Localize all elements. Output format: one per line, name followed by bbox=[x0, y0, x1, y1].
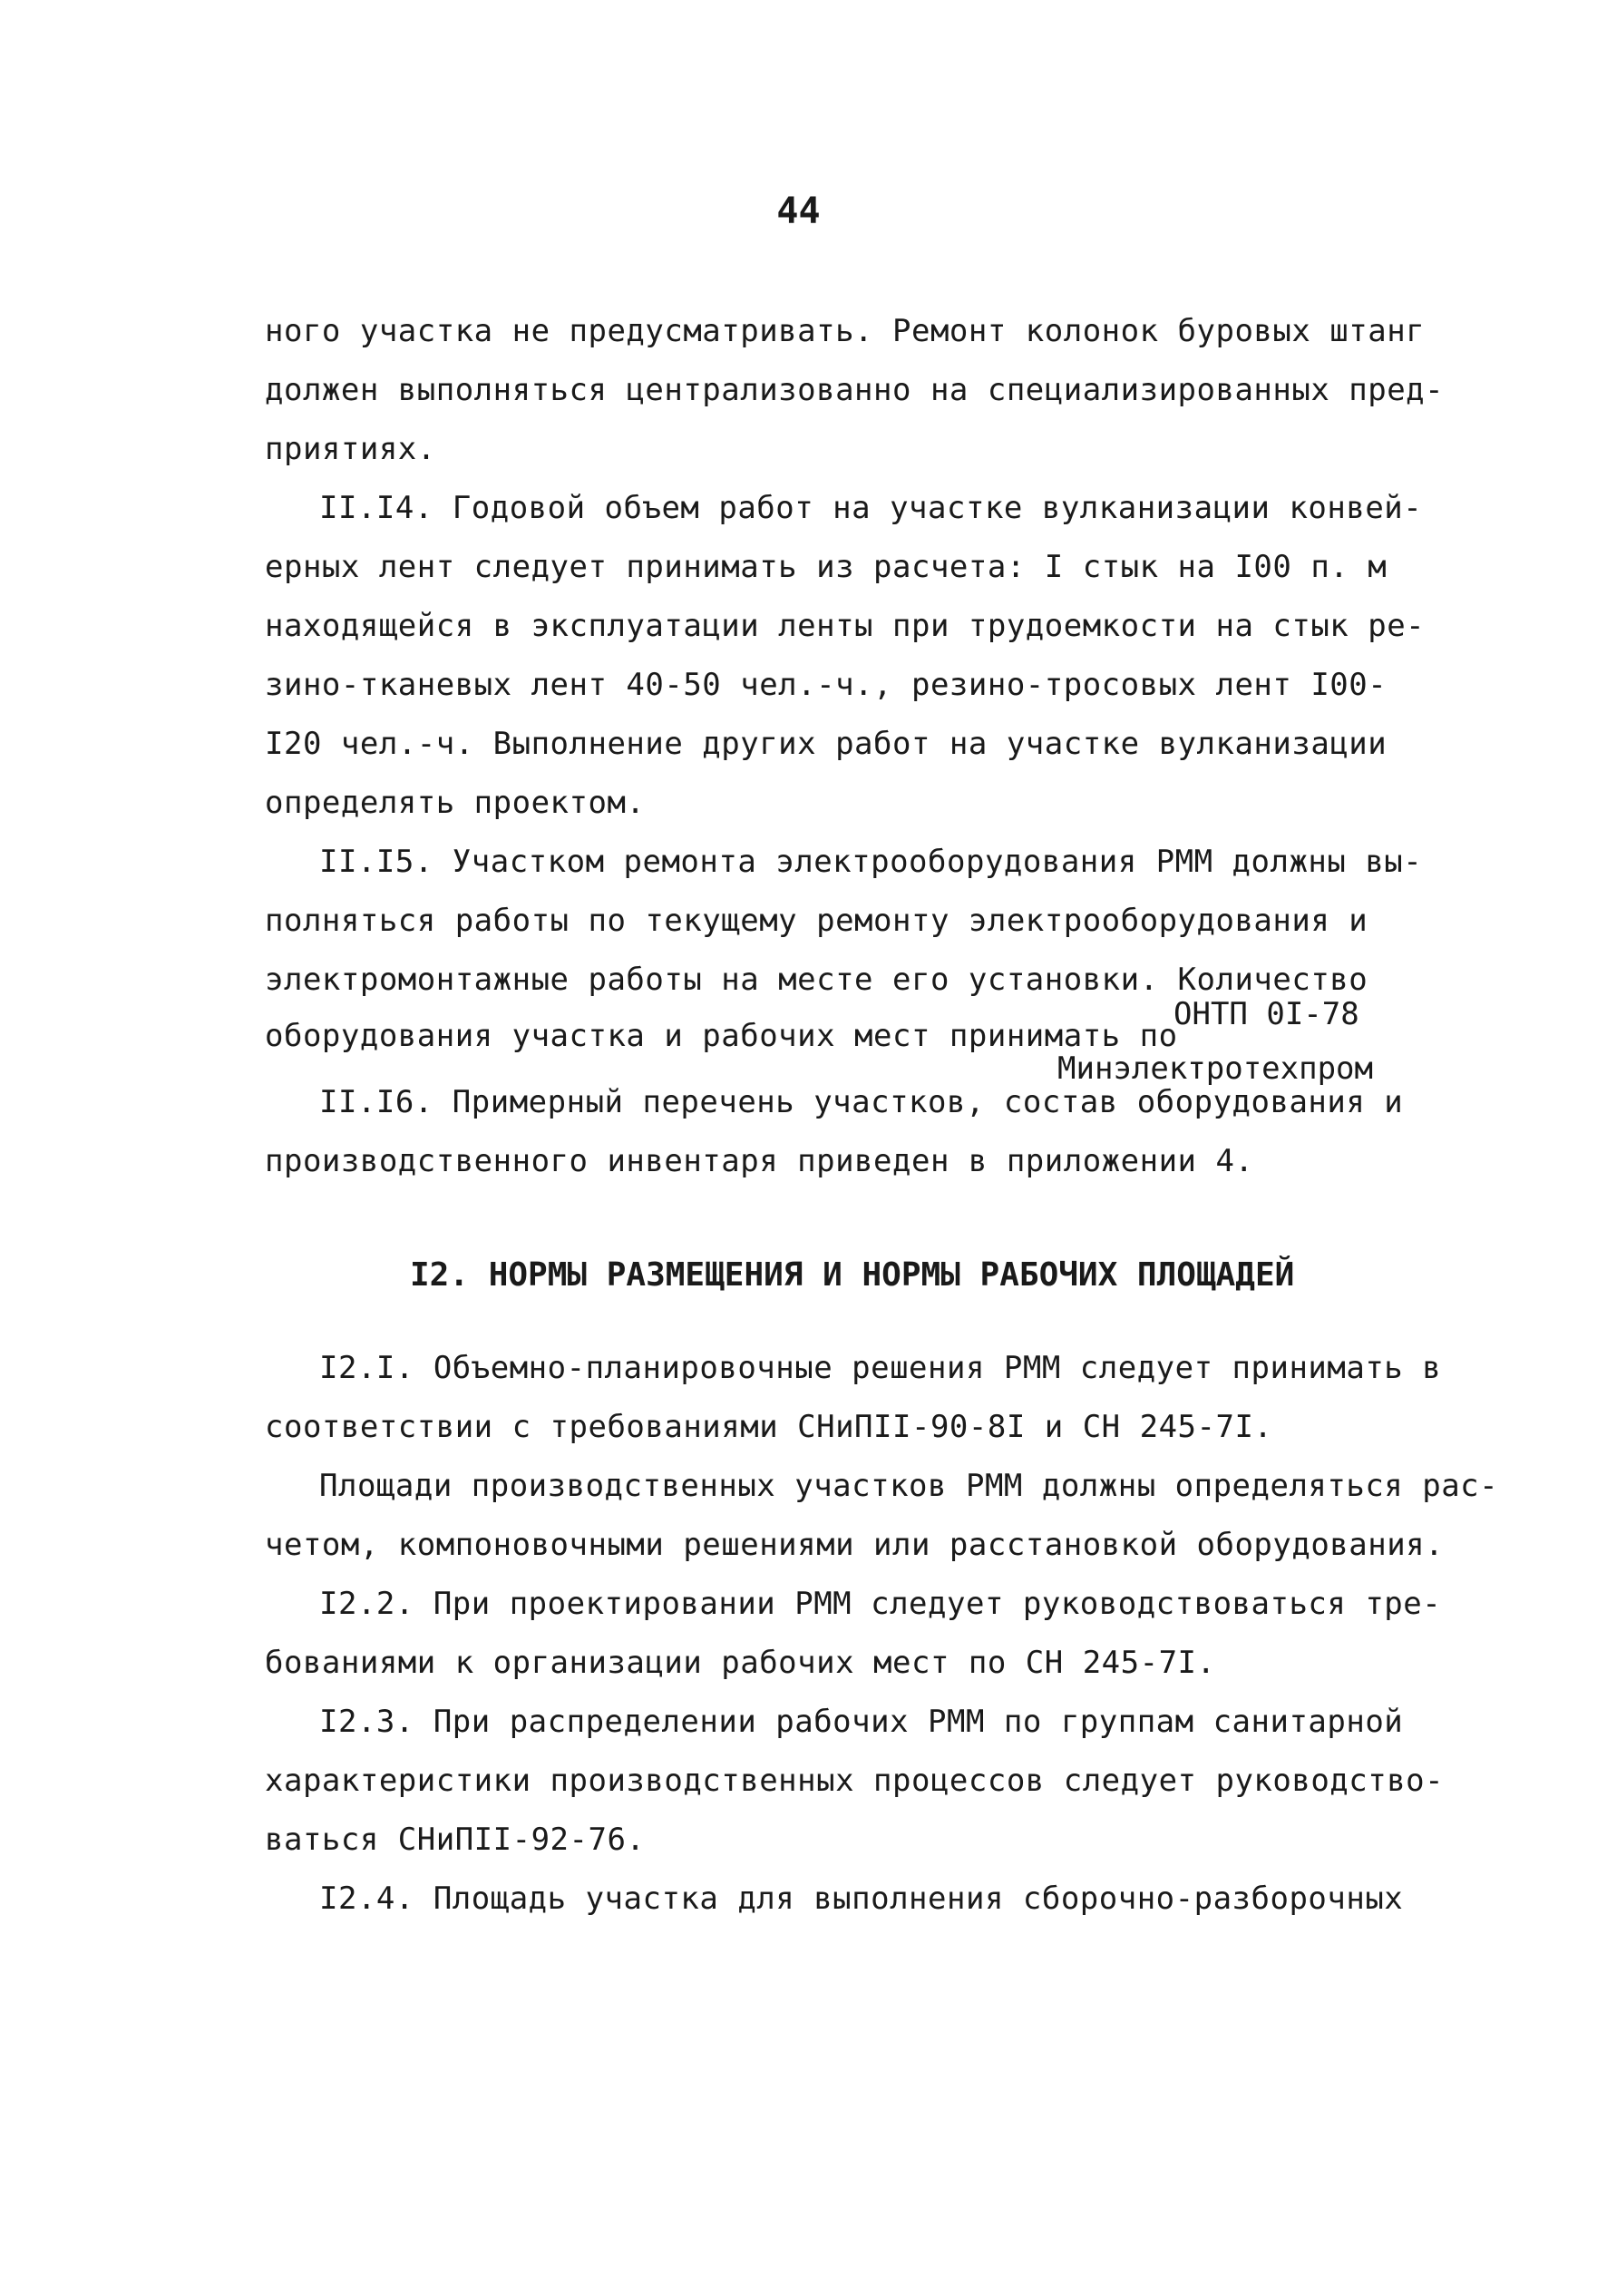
text-line: электромонтажные работы на месте его установки. Количество bbox=[265, 962, 1368, 998]
text-line: I20 чел.-ч. Выполнение других работ на участке вулканизации bbox=[265, 726, 1388, 762]
text-line: производственного инвентаря приведен в приложении 4. bbox=[265, 1143, 1254, 1179]
text-line: II.I5. Участком ремонта электрооборудования РММ должны вы- bbox=[319, 844, 1423, 880]
text-line: II.I6. Примерный перечень участков, состав оборудования и bbox=[319, 1084, 1404, 1120]
reference-denominator: Минэлектротехпром bbox=[1057, 1050, 1373, 1087]
text-line: бованиями к организации рабочих мест по СН 245-7I. bbox=[265, 1645, 1216, 1681]
section-heading: I2. НОРМЫ РАЗМЕЩЕНИЯ И НОРМЫ РАБОЧИХ ПЛОЩАДЕЙ bbox=[410, 1256, 1295, 1294]
text-line: I2.I. Объемно-планировочные решения РММ следует принимать в bbox=[319, 1350, 1442, 1386]
text-line: находящейся в эксплуатации ленты при трудоемкости на стык ре- bbox=[265, 608, 1426, 644]
text-line: соответствии с требованиями СНиПII-90-8I и СН 245-7I. bbox=[265, 1409, 1273, 1445]
text-line: характеристики производственных процессов следует руководство- bbox=[265, 1763, 1445, 1799]
text-line: ваться СНиПII-92-76. bbox=[265, 1822, 646, 1858]
text-line: зино-тканевых лент 40-50 чел.-ч., резино-тросовых лент I00- bbox=[265, 667, 1388, 703]
text-line: четом, компоновочными решениями или расстановкой оборудования. bbox=[265, 1527, 1445, 1563]
text-line: полняться работы по текущему ремонту электрооборудования и bbox=[265, 903, 1368, 939]
text-line: оборудования участка и рабочих мест принимать по bbox=[265, 1018, 1178, 1054]
text-line: должен выполняться централизованно на специализированных пред- bbox=[265, 372, 1445, 408]
text-line: ного участка не предусматривать. Ремонт колонок буровых штанг bbox=[265, 313, 1426, 349]
text-line: I2.2. При проектировании РММ следует руководствоваться тре- bbox=[319, 1586, 1442, 1622]
text-line: приятиях. bbox=[265, 431, 436, 467]
page-number: 44 bbox=[776, 191, 821, 232]
reference-numerator: ОНТП 0I-78 bbox=[1173, 996, 1359, 1032]
text-line: I2.4. Площадь участка для выполнения сборочно-разборочных bbox=[319, 1881, 1404, 1917]
text-line: II.I4. Годовой объем работ на участке вулканизации конвей- bbox=[319, 490, 1423, 526]
text-line: Площади производственных участков РММ должны определяться рас- bbox=[319, 1468, 1499, 1504]
text-line: определять проектом. bbox=[265, 785, 646, 821]
text-line: ерных лент следует принимать из расчета: I стык на I00 п. м bbox=[265, 549, 1388, 585]
text-line: I2.3. При распределении рабочих РММ по группам санитарной bbox=[319, 1704, 1404, 1740]
